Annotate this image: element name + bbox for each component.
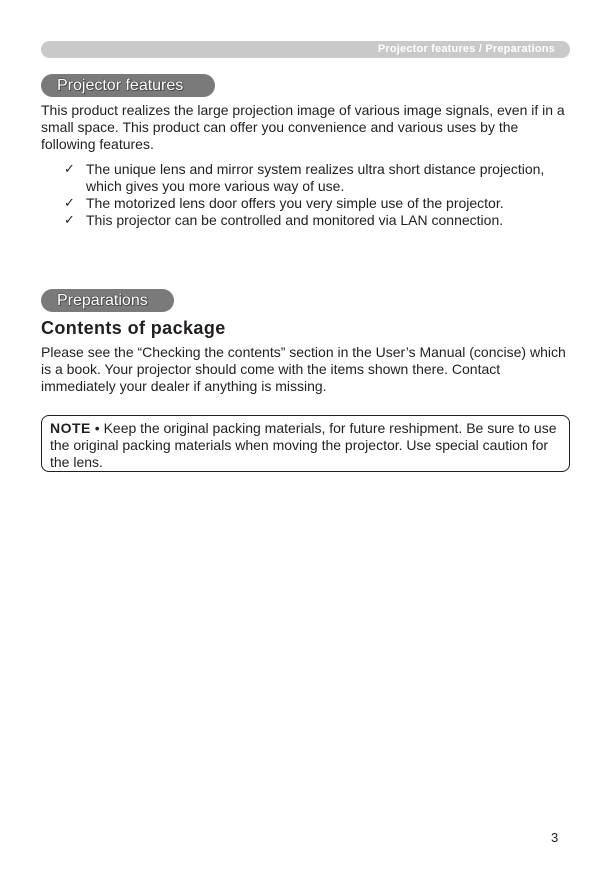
contents-paragraph: Please see the “Checking the contents” section in the User’s Manual (concise) which is a book. Your projector should come with the items shown there. Contact immediately your dealer if anything is missing. (41, 344, 566, 394)
feature-text: The motorized lens door offers you very simple use of the projector. (86, 195, 504, 211)
page-number: 3 (551, 830, 559, 845)
note-box (41, 415, 570, 472)
section-heading-projector-features: Projector features (41, 74, 215, 97)
note-text: • Keep the original packing materials, for future reshipment. Be sure to use the original packing materials when moving the projector. Use special caution for the lens. (50, 420, 557, 470)
feature-text: This projector can be controlled and monitored via LAN connection. (86, 212, 504, 228)
list-item (64, 195, 574, 212)
header-title: Projector features / Preparations (377, 43, 555, 55)
checkmark-icon: ✓ (64, 162, 75, 177)
list-item (64, 161, 574, 195)
header-bar (41, 41, 570, 58)
note-label: NOTE (50, 420, 91, 436)
contents-of-package-heading: Contents of package (41, 318, 226, 338)
checkmark-icon: ✓ (64, 213, 75, 228)
section-heading-preparations: Preparations (41, 289, 174, 312)
features-intro-paragraph: This product realizes the large projection image of various image signals, even if in a small space. This product can offer you convenience and various uses by the following features. (41, 102, 565, 152)
features-list (64, 161, 574, 229)
list-item (64, 212, 574, 229)
feature-text: The unique lens and mirror system realizes ultra short distance projection, which gives you more various way of use. (86, 161, 545, 194)
checkmark-icon: ✓ (64, 196, 75, 211)
